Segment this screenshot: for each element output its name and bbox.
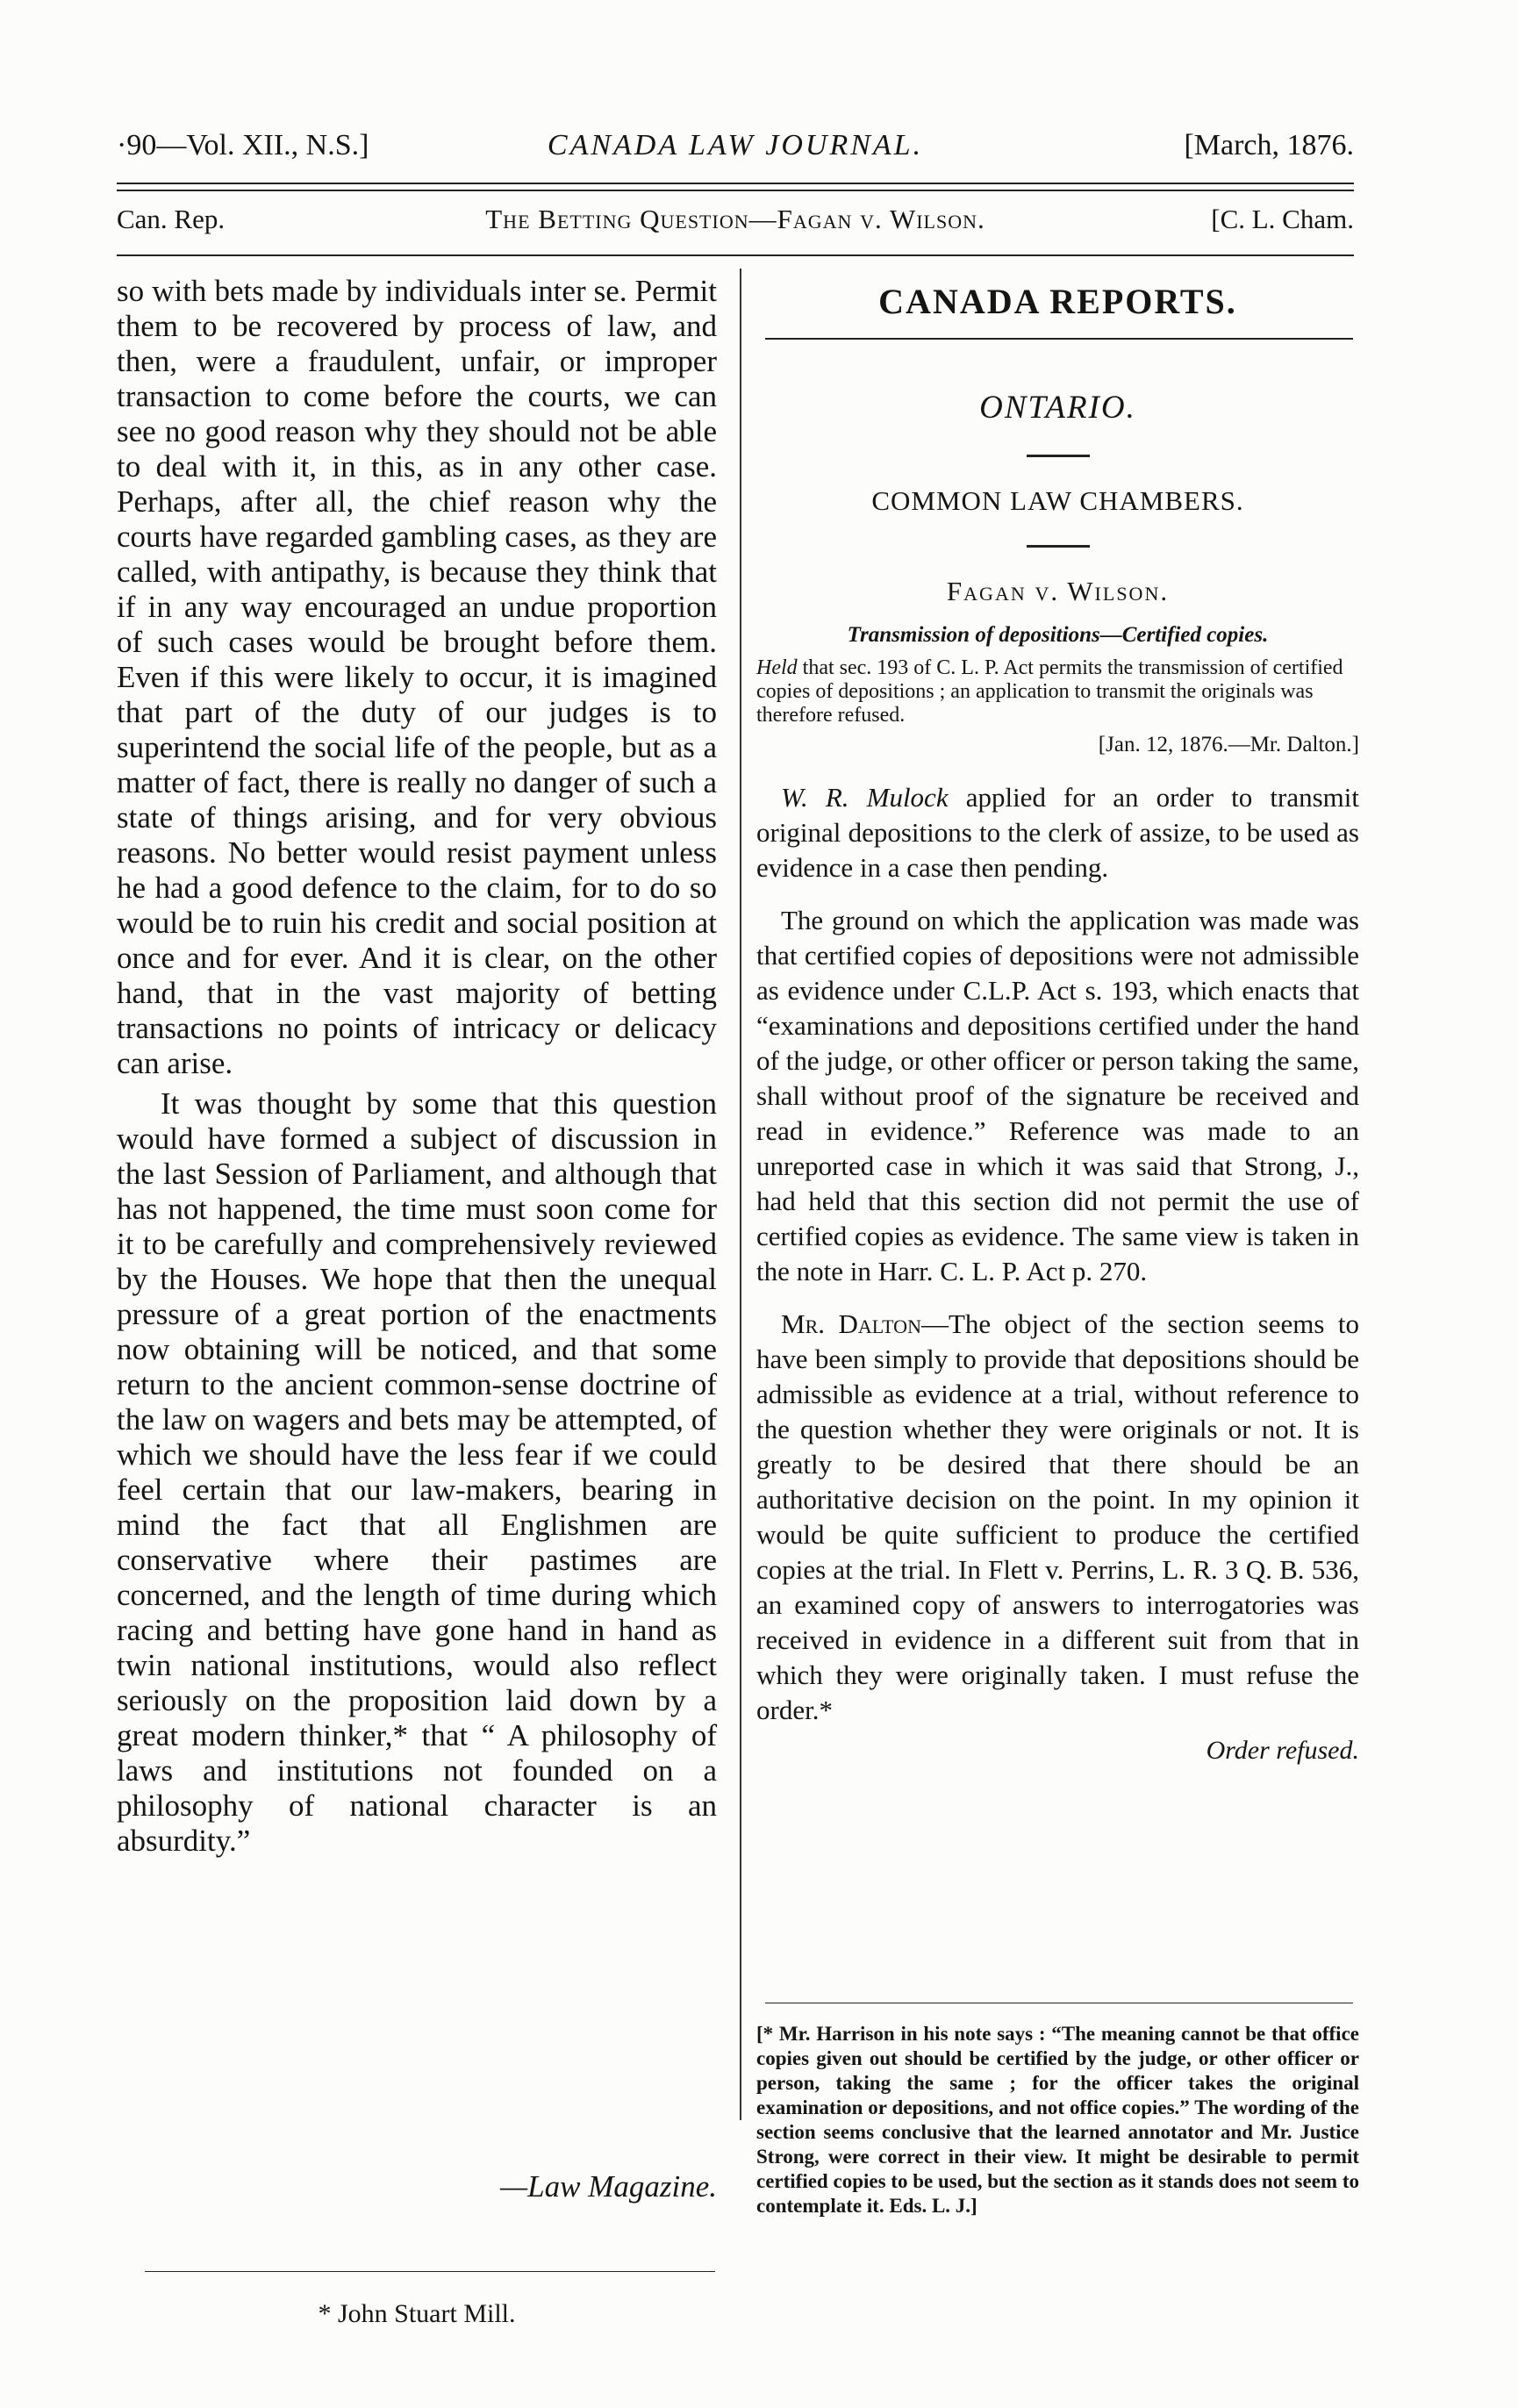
right-column — [756, 274, 1359, 1768]
headnote — [756, 656, 1359, 727]
judgment-text: —The object of the section seems to have been simply to provide that depositions should be admissible as evidence at a trial, without reference to the question whether they were originals or not. It is greatly to be desired that there should be an authoritative decision on the point. In my opinion it would be quite sufficient to produce the certified copies at the trial. In Flett v. Perrins, L. R. 3 Q. B. 536, an examined copy of answers to interrogatories was received in evidence in a different suit from that in which they were originally taken. I must refuse the order.* — [756, 1308, 1359, 1725]
journal-title: CANADA LAW JOURNAL. — [547, 129, 924, 161]
subhead-rule — [117, 254, 1354, 256]
application-paragraph — [756, 780, 1359, 885]
counsel-name: W. R. Mulock — [781, 782, 949, 813]
court-heading: COMMON LAW CHAMBERS. — [871, 485, 1244, 516]
issue-date: [March, 1876. — [1184, 129, 1354, 161]
section-title: The Betting Question—Fagan v. Wilson. — [485, 204, 985, 234]
case-title: Fagan v. Wilson. — [946, 576, 1170, 606]
judgment-paragraph — [756, 1307, 1359, 1728]
section-head — [117, 204, 1354, 242]
judgment-body — [756, 780, 1359, 1768]
column-divider — [740, 269, 741, 2120]
judge-name: Mr. Dalton — [781, 1308, 921, 1339]
section-right-label: [C. L. Cham. — [1211, 204, 1354, 234]
short-divider — [1027, 455, 1090, 457]
article-source: —Law Magazine. — [500, 2169, 717, 2204]
ground-paragraph: The ground on which the application was made was that certified copies of depositions were not admissible as evidence under C.L.P. Act s. 193, which enacts that “examinations and depositions certified under the hand of the judge, or other officer or person taking the same, shall without proof of the signature be received and read in evidence.” Reference was made to an unreported case in which it was said that Strong, J., had held that this section did not permit the use of certified copies as evidence. The same view is taken in the note in Harr. C. L. P. Act p. 270. — [756, 905, 1359, 1286]
reports-title: CANADA REPORTS. — [878, 282, 1237, 321]
order-result: Order refused. — [1206, 1736, 1359, 1765]
left-paragraph: so with bets made by individuals inter se. Permit them to be recovered by process of law, and then, were a fraudulent, unfair, or improper transaction to come before the courts, we can see no good reason why they should not be able to deal with it, in this, as in any other case. Perhaps, after all, the chief reason why the courts have regarded gambling cases, as they are called, with antipathy, is because they think that if in any way encouraged an undue proportion of such cases would be brought before them. Even if this were likely to occur, it is imagined that part of the duty of our judges is to superintend the social life of the people, but as a matter of fact, there is really no danger of such a state of things arising, and for very obvious reasons. No better would resist payment unless he had a good defence to the claim, for to do so would be to ruin his credit and social position at once and for ever. And it is clear, on the other hand, that in the vast majority of betting transactions no points of intricacy or delicacy can arise. — [117, 274, 717, 1080]
left-footnote-rule — [145, 2271, 715, 2272]
header-rule-bottom — [117, 190, 1354, 191]
section-left-label: Can. Rep. — [117, 204, 226, 234]
headnote-title: Transmission of depositions—Certified copies. — [847, 623, 1269, 647]
reports-rule — [765, 338, 1353, 340]
application-text: applied for an order to transmit original depositions to the clerk of assize, to be used as evidence in a case then pending. — [756, 782, 1359, 883]
right-footnote: [* Mr. Harrison in his note says : “The meaning cannot be that office copies given out should be certified by the judge, or other officer or person, taking the same ; for the officer takes the original examination or depositions, and not office copies.” The wording of the section seems conclusive that the learned annotator and Mr. Justice Strong, were correct in their view. It might be desirable to permit certified copies to be used, but the section as it stands does not seem to contemplate it. Eds. L. J.] — [756, 2023, 1359, 2217]
left-footnote: * John Stuart Mill. — [318, 2299, 516, 2328]
volume-label: ·90—Vol. XII., N.S.] — [117, 129, 369, 161]
running-head — [117, 129, 1354, 173]
left-paragraph: It was thought by some that this question would have formed a subject of discussion in the last Session of Parliament, and although that has not happened, the time must soon come for it to be carefully and comprehensively reviewed by the Houses. We hope that then the unequal pressure of a great portion of the enactments now obtaining will be noticed, and that some return to the ancient common-sense doctrine of the law on wagers and bets may be attempted, of which we should have the less fear if we could feel certain that our law-makers, bearing in mind the fact that all Englishmen are conservative where their pastimes are concerned, and the length of time during which racing and betting have gone hand in hand as twin national institutions, would also reflect seriously on the proposition laid down by a great modern thinker,* that “ A philosophy of laws and institutions not founded on a philosophy of national character is an absurdity.” — [117, 1086, 717, 1858]
left-column — [117, 274, 717, 1859]
headnote-text: that sec. 193 of C. L. P. Act permits the transmission of certified copies of depositions ; an application to transmit the originals was therefore refused. — [756, 656, 1343, 727]
province-heading: ONTARIO. — [979, 390, 1136, 426]
headnote-label: Held — [756, 656, 798, 679]
header-rule-top — [117, 183, 1354, 184]
short-divider — [1027, 545, 1090, 548]
headnote-date: [Jan. 12, 1876.—Mr. Dalton.] — [1098, 733, 1359, 756]
